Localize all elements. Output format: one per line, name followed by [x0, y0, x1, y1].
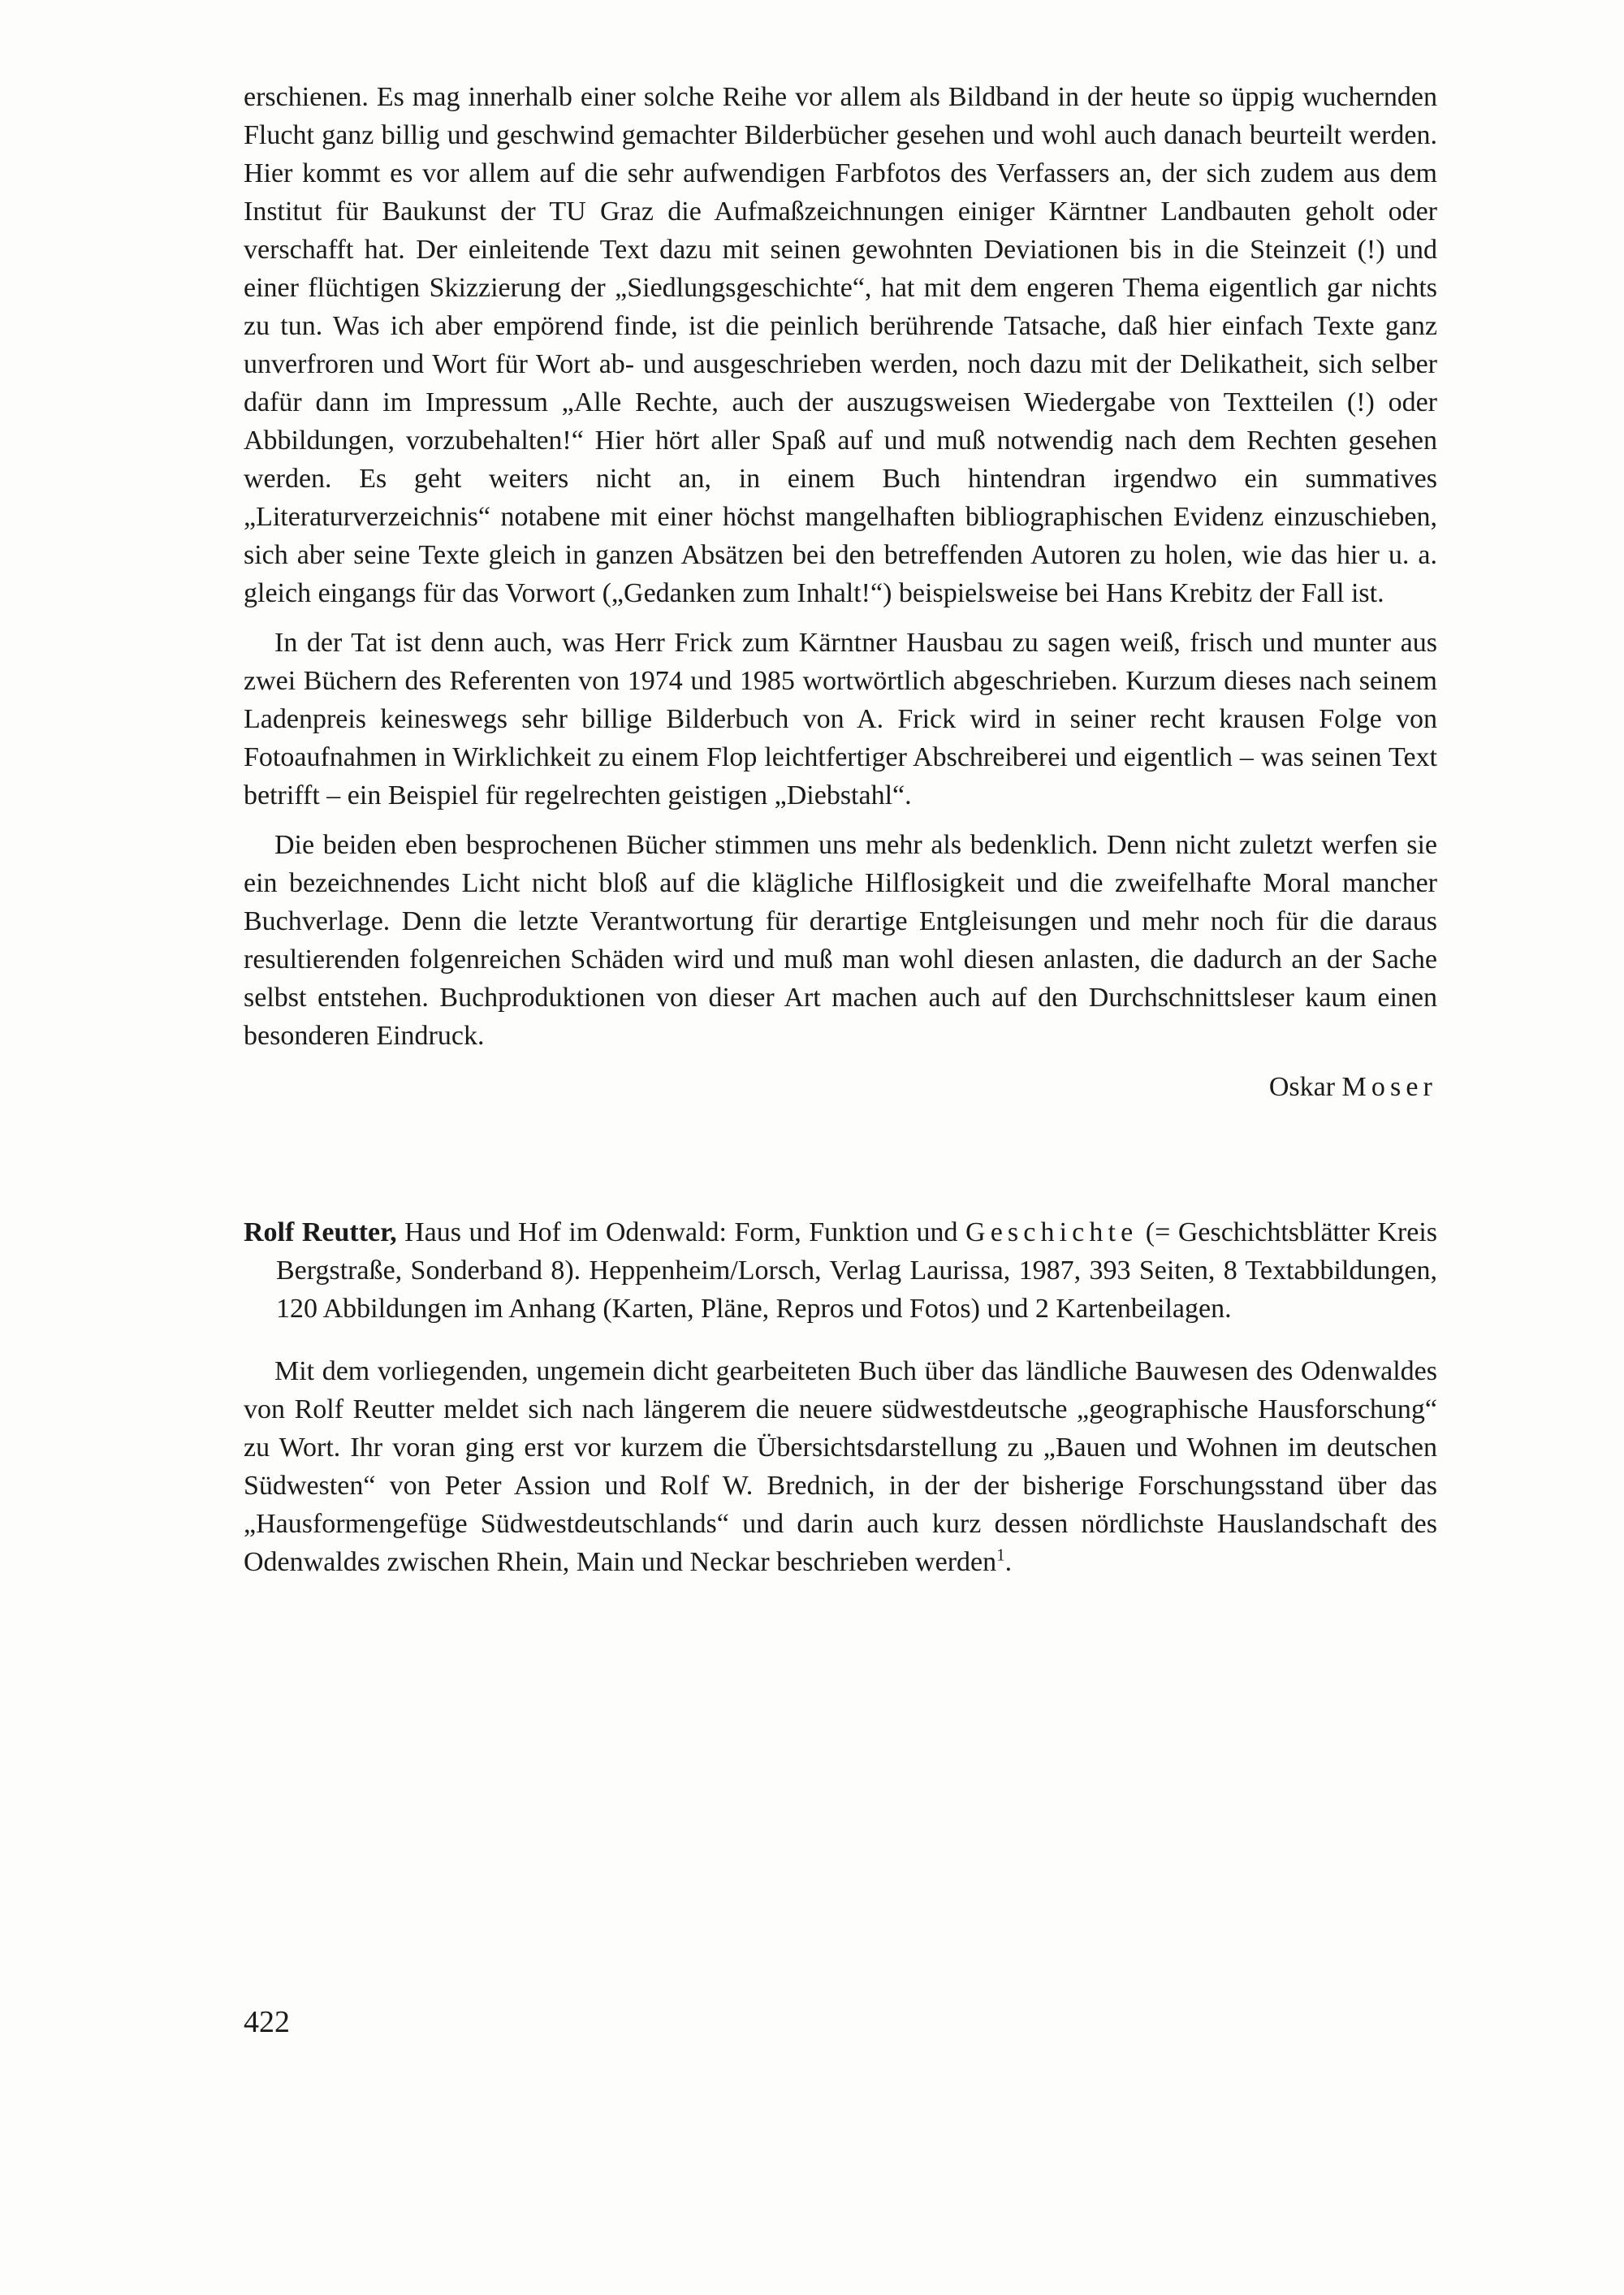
review-frick-paragraph-3: Die beiden eben besprochenen Bücher stimmen uns mehr als bedenklich. Denn nicht zuletzt werfen sie ein bezeichnendes Licht nicht bloß auf die klägliche Hilflosigkeit und die zweifelhafte Moral mancher Buchverlage. Denn die letzte Verantwortung für derartige Entgleisungen und mehr noch für die daraus resultierenden folgenreichen Schäden wird und muß man wohl diesen anlasten, die dadurch an der Sache selbst entstehen. Buchproduktionen von dieser Art machen auch auf den Durchschnittsleser kaum einen besonderen Eindruck.	[244, 830, 1437, 1051]
footnote-marker: 1	[996, 1545, 1005, 1565]
text-block	[244, 78, 1437, 1581]
review-reutter-paragraph-text: Mit dem vorliegenden, ungemein dicht gearbeiteten Buch über das ländliche Bauwesen des Odenwaldes von Rolf Reutter meldet sich nach längerem die neuere südwestdeutsche „geographische Hausforschung“ zu Wort. Ihr voran ging erst vor kurzem die Übersichtsdarstellung zu „Bauen und Wohnen im deutschen Südwesten“ von Peter Assion und Rolf W. Brednich, in der der bisherige Forschungsstand über das „Hausformengefüge Südwestdeutschlands“ und darin auch kurz dessen nördlichste Hauslandschaft des Odenwaldes zwischen Rhein, Main und Neckar beschrieben werden	[244, 1356, 1437, 1577]
review-frick-paragraph-1: erschienen. Es mag innerhalb einer solche Reihe vor allem als Bildband in der heute so üppig wuchernden Flucht ganz billig und geschwind gemachter Bilderbücher gesehen und wohl auch danach beurteilt werden. Hier kommt es vor allem auf die sehr aufwendigen Farbfotos des Verfassers an, der sich zudem aus dem Institut für Baukunst der TU Graz die Aufmaßzeichnungen einiger Kärntner Landbauten geholt oder verschafft hat. Der einleitende Text dazu mit seinen gewohnten Deviationen bis in die Steinzeit (!) und einer flüchtigen Skizzierung der „Siedlungsgeschichte“, hat mit dem engeren Thema eigentlich gar nichts zu tun. Was ich aber empörend finde, ist die peinlich berührende Tatsache, daß hier einfach Texte ganz unverfroren und Wort für Wort ab- und ausgeschrieben werden, noch dazu mit der Delikatheit, sich selber dafür dann im Impressum „Alle Rechte, auch der auszugsweisen Wiedergabe von Textteilen (!) oder Abbildungen, vorzubehalten!“ Hier hört aller Spaß auf und muß notwendig nach dem Rechten gesehen werden. Es geht weiters nicht an, in einem Buch hintendran irgendwo ein summatives „Literaturverzeichnis“ notabene mit einer höchst mangelhaften bibliographischen Evidenz einzuschieben, sich aber seine Texte gleich in ganzen Absätzen bei den betreffenden Autoren zu holen, wie das hier u. a. gleich eingangs für das Vorwort („Gedanken zum Inhalt!“) beispielsweise bei Hans Krebitz der Fall ist.	[244, 82, 1437, 608]
citation-publication-details: (= Geschichtsblätter Kreis Bergstraße, Sonderband 8). Heppenheim/Lorsch, Verlag Laurissa, 1987, 393 Seiten, 8 Textabbildungen, 120 Abbildungen im Anhang (Karten, Pläne, Repros und Fotos) und 2 Kartenbeilagen.	[276, 1217, 1438, 1324]
sentence-end-period: .	[1004, 1547, 1013, 1577]
citation-author: Rolf Reutter,	[244, 1217, 397, 1247]
book-citation	[244, 1213, 1437, 1328]
reviewer-signature	[244, 1068, 1437, 1106]
page-number: 422	[244, 2005, 290, 2039]
review-reutter-paragraph-1	[244, 1352, 1437, 1581]
citation-title-part: Haus und Hof im Odenwald: Form, Funktion und	[396, 1217, 966, 1247]
reviewer-last-name: Moser	[1341, 1072, 1437, 1102]
review-frick-paragraph-2: In der Tat ist denn auch, was Herr Frick zum Kärntner Hausbau zu sagen weiß, frisch und munter aus zwei Büchern des Referenten von 1974 und 1985 wortwörtlich abgeschrieben. Kurzum dieses nach seinem Ladenpreis keineswegs sehr billige Bilderbuch von A. Frick wird in seiner recht krausen Folge von Fotoaufnahmen in Wirklichkeit zu einem Flop leichtfertiger Abschreiberei und eigentlich – was seinen Text betrifft – ein Beispiel für regelrechten geistigen „Diebstahl“.	[244, 628, 1437, 810]
reviewer-first-name: Oskar	[1268, 1072, 1342, 1102]
citation-title-spaced-word: Geschichte	[965, 1217, 1138, 1247]
